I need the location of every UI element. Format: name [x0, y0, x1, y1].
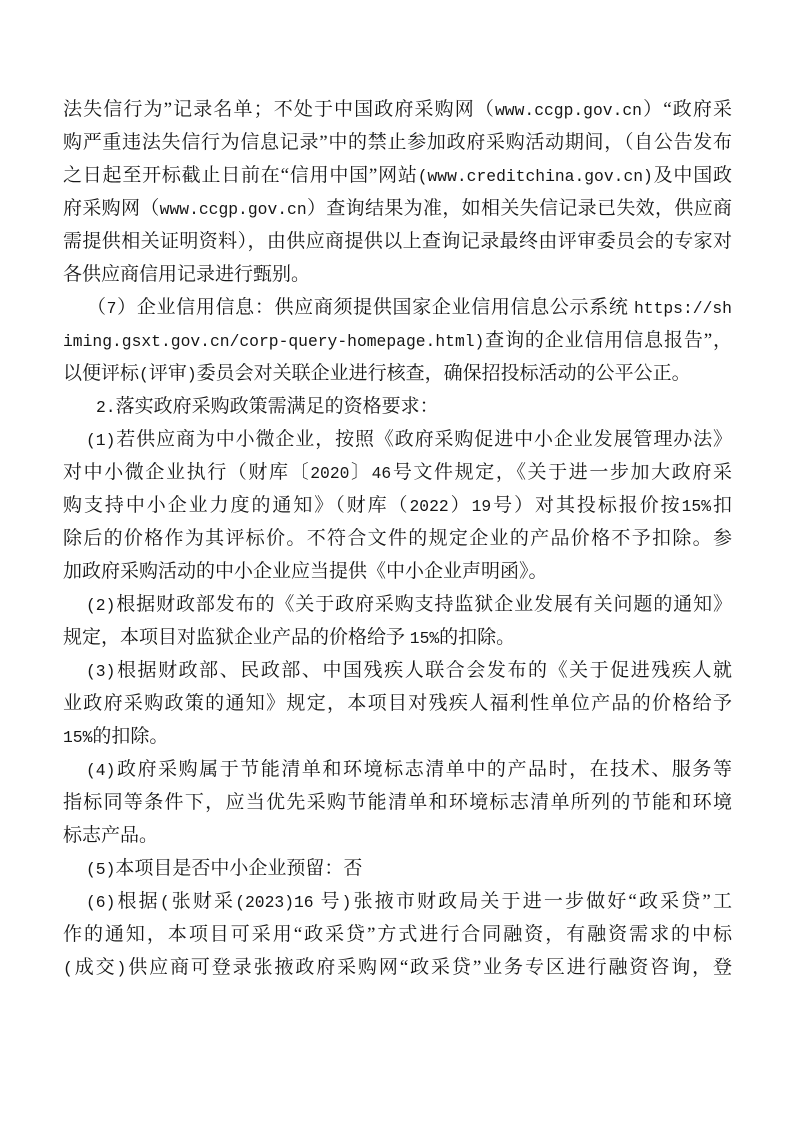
paragraph [63, 885, 732, 984]
paragraph [63, 423, 732, 588]
latin-text-run: (6) [86, 893, 116, 912]
latin-text-run: 15% [409, 629, 440, 648]
document-body [63, 93, 732, 984]
text-line: 标志产品。 [63, 825, 159, 846]
latin-text-run: iming.gsxt.gov.cn/corp-query-homepage.html) [63, 332, 485, 351]
text-line: (6)根据(张财采(2023)16 号)张掖市财政局关于进一步做好“政采贷”工 [86, 891, 732, 912]
text-line: 法失信行为”记录名单；不处于中国政府采购网（www.ccgp.gov.cn）“政府采 [63, 99, 732, 120]
text-line: (成交)供应商可登录张掖政府采购网“政采贷”业务专区进行融资咨询，登 [63, 957, 732, 978]
text-line: 规定，本项目对监狱企业产品的价格给予 15%的扣除。 [63, 627, 516, 648]
latin-text-run: ) [116, 959, 127, 978]
latin-text-run: https://sh [633, 299, 732, 318]
latin-text-run: 7 [106, 299, 117, 318]
text-line: (4)政府采购属于节能清单和环境标志清单中的产品时，在技术、服务等 [86, 759, 732, 780]
latin-text-run: 2. [96, 398, 116, 417]
latin-text-run: 19 [471, 497, 492, 516]
paragraph [63, 93, 732, 291]
latin-text-run: (2023)16 [235, 893, 314, 912]
text-line: 2.落实政府采购政策需满足的资格要求： [96, 396, 439, 417]
paragraph [63, 588, 732, 654]
text-line: 对中小微企业执行（财库〔2020〕46号文件规定，《关于进一步加大政府采 [63, 462, 732, 483]
text-line: 以便评标(评审)委员会对关联企业进行核查，确保招投标活动的公平公正。 [63, 363, 691, 384]
latin-text-run: (2) [86, 596, 116, 615]
latin-text-run: ( [139, 365, 149, 384]
text-line: (2)根据财政部发布的《关于政府采购支持监狱企业发展有关问题的通知》 [86, 594, 732, 615]
text-line: 各供应商信用记录进行甄别。 [63, 264, 311, 285]
paragraph [63, 753, 732, 852]
text-line: iming.gsxt.gov.cn/corp-query-homepage.html)查询的企业信用信息报告”， [63, 330, 732, 351]
latin-text-run: (5) [86, 860, 116, 879]
text-line: 指标同等条件下，应当优先采购节能清单和环境标志清单所列的节能和环境 [63, 792, 732, 813]
text-line: 购支持中小企业力度的通知》（财库（2022）19号）对其投标报价按15%扣 [63, 495, 732, 516]
latin-text-run: (3) [86, 662, 116, 681]
latin-text-run: 2020 [310, 464, 350, 483]
latin-text-run: 15% [681, 497, 712, 516]
text-line: 之日起至开标截止日前在“信用中国”网站(www.creditchina.gov.cn)及中国政 [63, 165, 732, 186]
latin-text-run: 46 [371, 464, 392, 483]
latin-text-run: www.ccgp.gov.cn [495, 101, 642, 120]
paragraph [63, 654, 732, 753]
text-line: 业政府采购政策的通知》规定，本项目对残疾人福利性单位产品的价格给予 [63, 693, 732, 714]
text-line: (3)根据财政部、民政部、中国残疾人联合会发布的《关于促进残疾人就 [86, 660, 732, 681]
text-line: 需提供相关证明资料），由供应商提供以上查询记录最终由评审委员会的专家对 [63, 231, 732, 252]
paragraph [63, 291, 732, 390]
latin-text-run: ) [186, 365, 197, 384]
latin-text-run: www.ccgp.gov.cn [159, 200, 307, 219]
paragraph [63, 852, 732, 885]
text-line: (1)若供应商为中小微企业，按照《政府采购促进中小企业发展管理办法》 [86, 429, 732, 450]
text-line: (5)本项目是否中小企业预留：否 [86, 858, 363, 879]
latin-text-run: (1) [86, 431, 116, 450]
text-line: 府采购网（www.ccgp.gov.cn）查询结果为准，如相关失信记录已失效，供应商 [63, 198, 732, 219]
text-line: 购严重违法失信行为信息记录”中的禁止参加政府采购活动期间，（自公告发布 [63, 132, 732, 153]
latin-text-run: ( [63, 959, 73, 978]
paragraph [63, 390, 732, 423]
latin-text-run: (4) [86, 761, 116, 780]
latin-text-run: 15% [63, 728, 93, 747]
text-line: （7）企业信用信息：供应商须提供国家企业信用信息公示系统 https://sh [87, 297, 732, 318]
text-line: 15%的扣除。 [63, 726, 169, 747]
latin-text-run: (www.creditchina.gov.cn) [417, 167, 653, 186]
latin-text-run: 2022 [409, 497, 449, 516]
text-line: 作的通知，本项目可采用“政采贷”方式进行合同融资，有融资需求的中标 [63, 924, 732, 945]
latin-text-run: ( [159, 893, 170, 912]
text-line: 加政府采购活动的中小企业应当提供《中小企业声明函》。 [63, 561, 548, 582]
text-line: 除后的价格作为其评标价。不符合文件的规定企业的产品价格不予扣除。参 [63, 528, 732, 549]
latin-text-run: ) [341, 893, 352, 912]
